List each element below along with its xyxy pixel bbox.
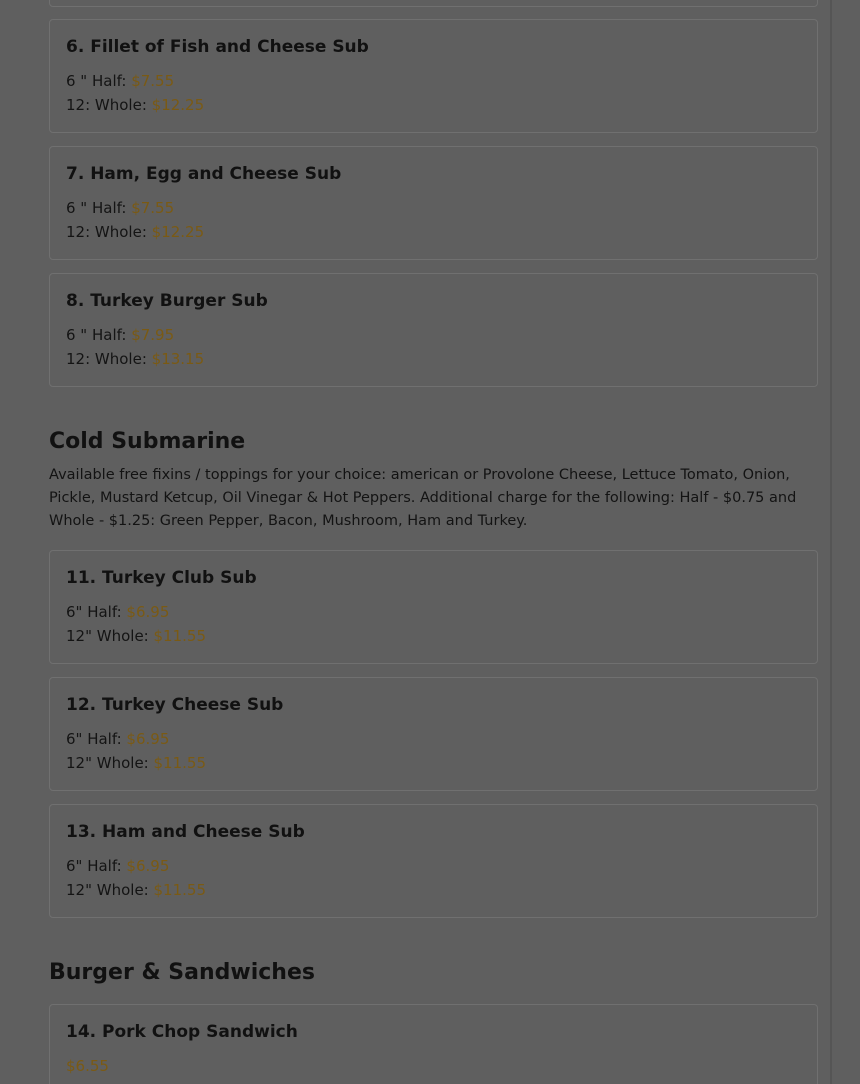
- menu-item-title: 13. Ham and Cheese Sub: [66, 822, 305, 842]
- half-price: $7.55: [131, 72, 175, 90]
- whole-label: 12" Whole:: [66, 754, 154, 772]
- half-label: 6" Half:: [66, 857, 127, 875]
- half-label: 6 " Half:: [66, 199, 132, 217]
- whole-price-line: [66, 349, 204, 369]
- whole-price: $11.55: [153, 881, 206, 899]
- whole-price: $12.25: [151, 96, 205, 114]
- half-price: $7.55: [131, 199, 175, 217]
- half-price: $6.95: [126, 857, 170, 875]
- menu-item-card[interactable]: [49, 146, 818, 260]
- menu-item-title: 8. Turkey Burger Sub: [66, 291, 268, 311]
- whole-price-line: [66, 880, 206, 900]
- menu-item-title: 11. Turkey Club Sub: [66, 568, 257, 588]
- whole-label: 12" Whole:: [66, 881, 154, 899]
- whole-price: $13.15: [151, 350, 205, 368]
- menu-item-card[interactable]: [49, 677, 818, 791]
- half-label: 6" Half:: [66, 730, 127, 748]
- half-label: 6 " Half:: [66, 72, 132, 90]
- half-price-line: [66, 198, 174, 218]
- half-price-line: [66, 856, 169, 876]
- whole-label: 12: Whole:: [66, 350, 152, 368]
- menu-item-title: 6. Fillet of Fish and Cheese Sub: [66, 37, 369, 57]
- half-price-line: [66, 71, 174, 91]
- menu-item-card[interactable]: [49, 273, 818, 387]
- section-description: Available free fixins / toppings for your choice: american or Provolone Cheese, Lettuce Tomato, Onion, Pickle, Mustard Ketcup, Oil Vinegar & Hot Peppers. Additional charge for the following: Half - $0.75 and Whole - $1.25: Green Pepper, Bacon, Mushroom, Ham and Turkey.: [49, 467, 797, 529]
- modal-edge-divider: [830, 0, 832, 1084]
- whole-price: $11.55: [153, 754, 206, 772]
- section-title-burger-sandwiches: Burger & Sandwiches: [49, 960, 315, 985]
- half-price-line: [66, 602, 169, 622]
- half-price-line: [66, 729, 169, 749]
- menu-item-card-partial[interactable]: [49, 0, 818, 7]
- half-label: 6 " Half:: [66, 326, 132, 344]
- price-line: [66, 1056, 109, 1076]
- item-price: $6.55: [66, 1057, 109, 1075]
- menu-item-card[interactable]: [49, 1004, 818, 1084]
- menu-item-title: 12. Turkey Cheese Sub: [66, 695, 284, 715]
- whole-price-line: [66, 626, 206, 646]
- whole-label: 12: Whole:: [66, 223, 152, 241]
- menu-item-card[interactable]: [49, 19, 818, 133]
- half-price: $7.95: [131, 326, 175, 344]
- whole-label: 12" Whole:: [66, 627, 154, 645]
- half-label: 6" Half:: [66, 603, 127, 621]
- menu-item-title: 14. Pork Chop Sandwich: [66, 1022, 298, 1042]
- half-price: $6.95: [126, 730, 170, 748]
- half-price: $6.95: [126, 603, 170, 621]
- whole-price-line: [66, 222, 204, 242]
- whole-price-line: [66, 753, 206, 773]
- menu-item-title: 7. Ham, Egg and Cheese Sub: [66, 164, 342, 184]
- whole-label: 12: Whole:: [66, 96, 152, 114]
- whole-price: $12.25: [151, 223, 205, 241]
- half-price-line: [66, 325, 174, 345]
- whole-price-line: [66, 95, 204, 115]
- menu-item-card[interactable]: [49, 804, 818, 918]
- menu-item-card[interactable]: [49, 550, 818, 664]
- whole-price: $11.55: [153, 627, 206, 645]
- section-title-cold-submarine: Cold Submarine: [49, 429, 246, 454]
